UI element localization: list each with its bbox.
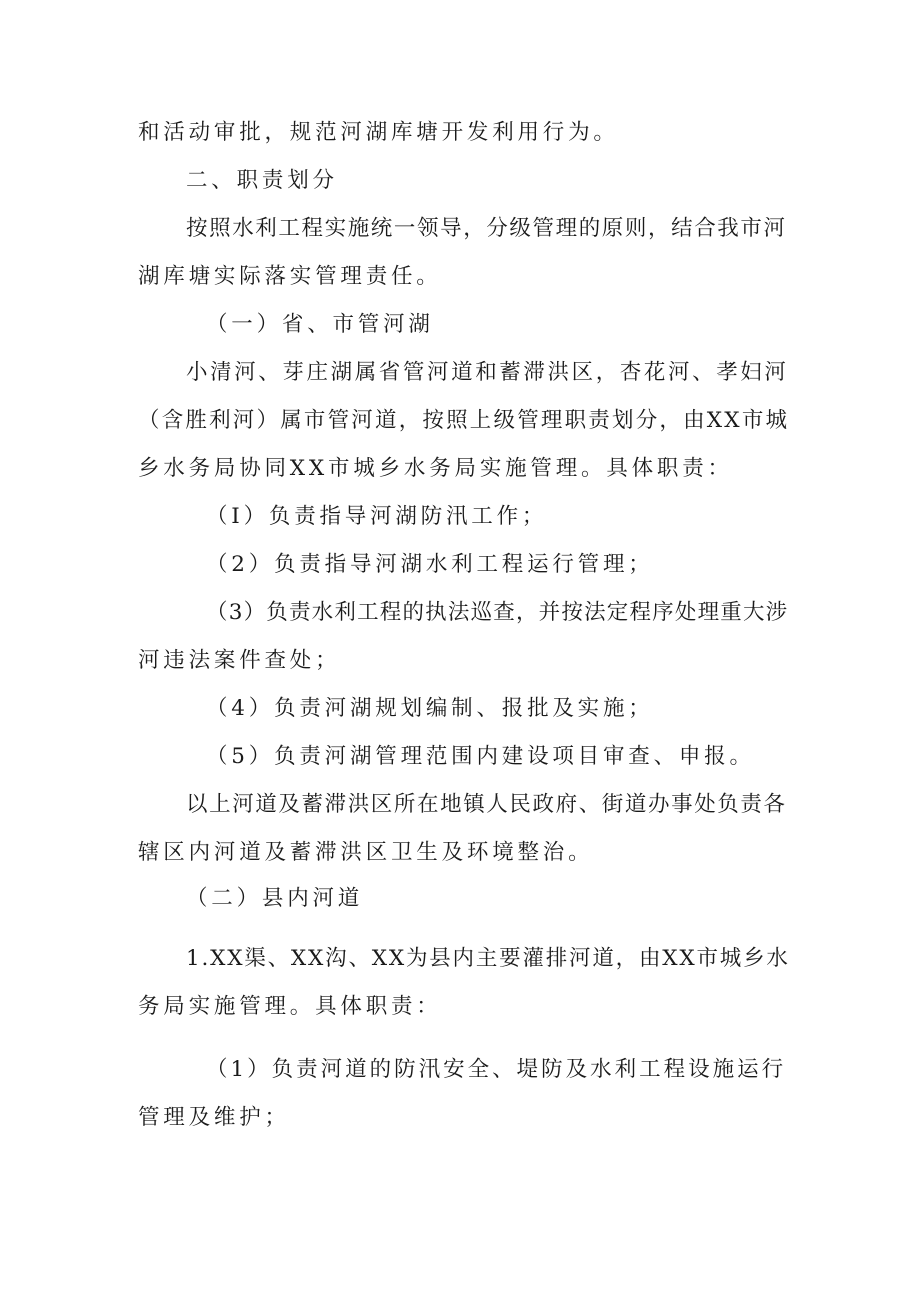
list-item-continuation: 管理及维护； bbox=[138, 1105, 290, 1130]
paragraph-line: 辖区内河道及蓄滞洪区卫生及环境整治。 bbox=[138, 840, 594, 865]
subsection-heading: （二）县内河道 bbox=[186, 886, 364, 911]
paragraph-line: 小清河、芽庄湖属省管河道和蓄滞洪区，杏花河、孝妇河 bbox=[186, 360, 789, 385]
paragraph-line: 以上河道及蓄滞洪区所在地镇人民政府、街道办事处负责各 bbox=[186, 792, 787, 817]
paragraph-line: 和活动审批，规范河湖库塘开发利用行为。 bbox=[138, 120, 619, 145]
subsection-heading: （一）省、市管河湖 bbox=[206, 312, 434, 337]
paragraph-line: （含胜利河）属市管河道，按照上级管理职责划分，由XX市城 bbox=[138, 408, 790, 433]
section-heading: 二、职责划分 bbox=[186, 168, 338, 193]
paragraph-line: 乡水务局协同XX市城乡水务局实施管理。具体职责： bbox=[138, 456, 733, 481]
paragraph-line: 1.XX渠、XX沟、XX为县内主要灌排河道，由XX市城乡水 bbox=[186, 946, 790, 971]
paragraph-line: 按照水利工程实施统一领导，分级管理的原则，结合我市河 bbox=[186, 216, 787, 241]
list-item: （1）负责河道的防汛安全、堤防及水利工程设施运行 bbox=[206, 1057, 787, 1082]
paragraph-line: 务局实施管理。具体职责： bbox=[138, 994, 442, 1019]
list-item: （5）负责河湖管理范围内建设项目审查、申报。 bbox=[206, 744, 755, 769]
list-item-continuation: 河违法案件查处； bbox=[138, 648, 341, 673]
list-item: （2）负责指导河湖水利工程运行管理； bbox=[206, 552, 654, 577]
paragraph-line: 湖库塘实际落实管理责任。 bbox=[138, 264, 442, 289]
list-item: （3）负责水利工程的执法巡查，并按法定程序处理重大涉 bbox=[206, 600, 789, 625]
list-item: （I）负责指导河湖防汛工作； bbox=[206, 504, 548, 529]
list-item: （4）负责河湖规划编制、报批及实施； bbox=[206, 696, 654, 721]
